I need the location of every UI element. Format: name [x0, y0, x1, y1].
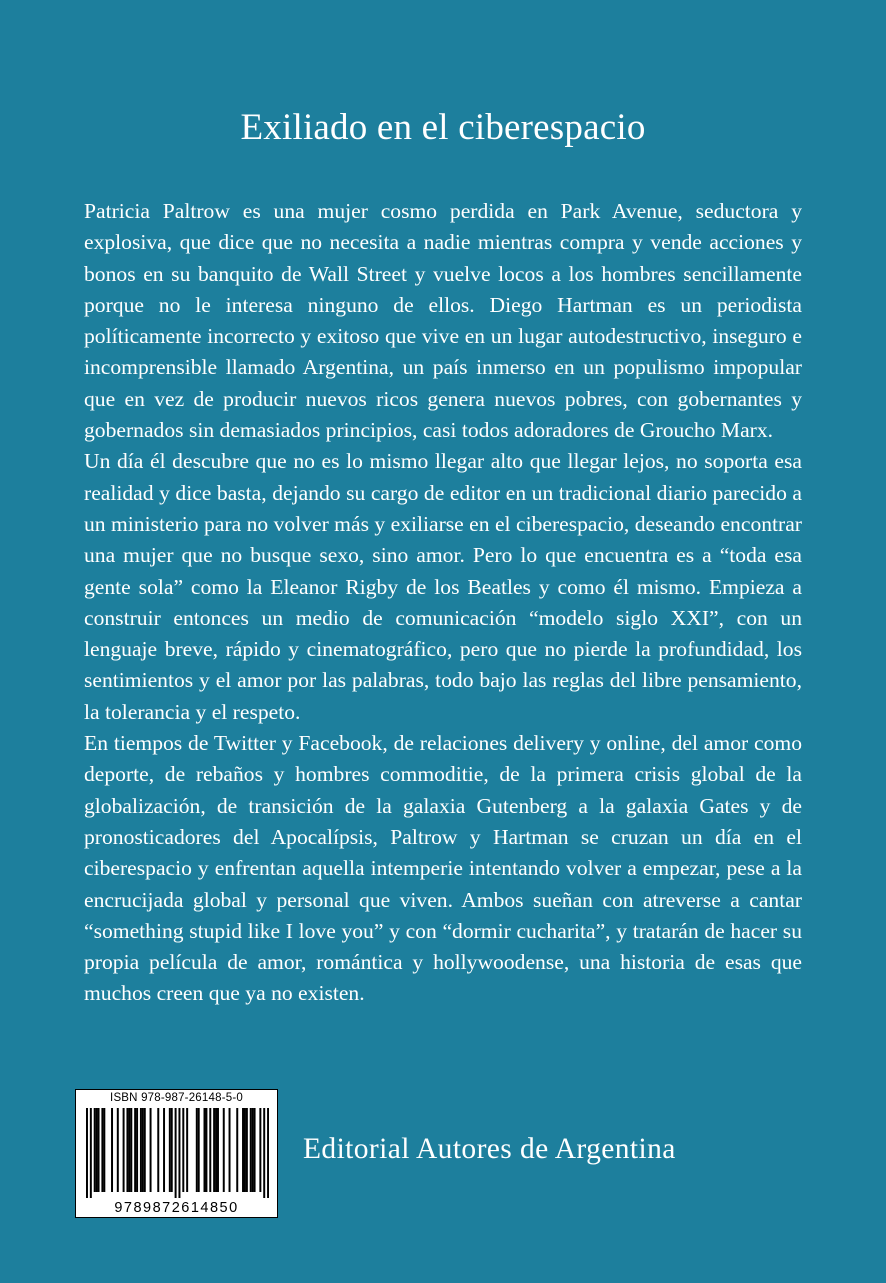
barcode-bar [209, 1108, 211, 1192]
publisher-name: Editorial Autores de Argentina [303, 1133, 676, 1165]
barcode-bar [217, 1108, 219, 1192]
barcode-bar [254, 1108, 256, 1192]
barcode-bar [136, 1108, 138, 1192]
barcode-bar [126, 1108, 128, 1192]
barcode-bar [175, 1108, 177, 1198]
isbn-barcode [75, 1089, 278, 1218]
barcode-bar [213, 1108, 215, 1192]
barcode-bar [101, 1108, 103, 1192]
barcode-bar [163, 1108, 165, 1192]
barcode-bar [123, 1108, 125, 1192]
barcode-bar [250, 1108, 252, 1192]
barcode-bars [86, 1108, 269, 1198]
barcode-bar [171, 1108, 173, 1192]
barcode-bar [204, 1108, 206, 1192]
barcode-bar [205, 1108, 207, 1192]
barcode-bar [223, 1108, 225, 1192]
barcode-number: 9789872614850 [114, 1200, 239, 1216]
barcode-bar [90, 1108, 92, 1198]
barcode-bar [142, 1108, 144, 1192]
synopsis-paragraph: Patricia Paltrow es una mujer cosmo perdida en Park Avenue, seductora y explosiva, que dice que no necesita a nadie mientras compra y vende acciones y bonos en su banquito de Wall Street y vuelve locos a los hombres sencillamente porque no le interesa ninguno de ellos. Diego Hartman es un periodista políticamente incorrecto y exitoso que vive en un lugar autodestructivo, inseguro e incomprensible llamado Argentina, un país inmerso en un populismo impopular que en vez de producir nuevos ricos genera nuevos pobres, con gobernantes y gobernados sin demasiados principios, casi todos adoradores de Groucho Marx. [84, 199, 802, 443]
barcode-bar [259, 1108, 261, 1192]
barcode-bar [111, 1108, 113, 1192]
synopsis-paragraph: En tiempos de Twitter y Facebook, de relaciones delivery y online, del amor como deporte, de rebaños y hombres commoditie, de la primera crisis global de la globalización, de transición de la galaxia Gutenberg a la galaxia Gates y de pronosticadores del Apocalípsis, Paltrow y Hartman se cruzan un día en el ciberespacio y enfrentan aquella intemperie intentando volver a empezar, pese a la encrucijada global y personal que viven. Ambos sueñan con atreverse a cantar “something stupid like I love you” y con “dormir cucharita”, y tratarán de hacer su propia película de amor, romántica y hollywoodense, una historia de esas que muchos creen que ya no existen. [84, 731, 802, 1006]
synopsis-paragraph: Un día él descubre que no es lo mismo llegar alto que llegar lejos, no soporta esa realidad y dice basta, dejando su cargo de editor en un tradicional diario parecido a un ministerio para no volver más y exiliarse en el ciberespacio, deseando encontrar una mujer que no busque sexo, sino amor. Pero lo que encuentra es a “toda esa gente sola” como la Eleanor Rigby de los Beatles y como él mismo. Empieza a construir entonces un medio de comunicación “modelo siglo XXI”, con un lenguaje breve, rápido y cinematográfico, pero que no pierde la profundidad, los sentimientos y el amor por las palabras, todo bajo las reglas del libre pensamiento, la tolerancia y el respeto. [84, 449, 802, 724]
barcode-bar [196, 1108, 198, 1192]
barcode-bar [252, 1108, 254, 1192]
synopsis [84, 196, 802, 1010]
isbn-label: ISBN 978-987-26148-5-0 [110, 1092, 243, 1104]
barcode-bar [144, 1108, 146, 1192]
barcode-bar [246, 1108, 248, 1192]
barcode-bar [169, 1108, 171, 1192]
barcode-bar [103, 1108, 105, 1192]
barcode-bar [150, 1108, 152, 1192]
barcode-bar [186, 1108, 188, 1192]
barcode-bar [182, 1108, 184, 1192]
barcode-bar [140, 1108, 142, 1192]
barcode-bar [242, 1108, 244, 1192]
barcode-bar [263, 1108, 265, 1198]
barcode-bar [128, 1108, 130, 1192]
barcode-bar [134, 1108, 136, 1192]
barcode-bar [178, 1108, 180, 1198]
barcode-bar [236, 1108, 238, 1192]
barcode-bar [244, 1108, 246, 1192]
barcode-bar [267, 1108, 269, 1198]
barcode-bar [215, 1108, 217, 1192]
barcode-bar [94, 1108, 96, 1192]
barcode-bar [157, 1108, 159, 1192]
book-title: Exiliado en el ciberespacio [240, 107, 646, 148]
barcode-bar [130, 1108, 132, 1192]
barcode-bar [98, 1108, 100, 1192]
barcode-bar [86, 1108, 88, 1198]
barcode-bar [229, 1108, 231, 1192]
barcode-bar [96, 1108, 98, 1192]
barcode-bar [198, 1108, 200, 1192]
barcode-bar [117, 1108, 119, 1192]
